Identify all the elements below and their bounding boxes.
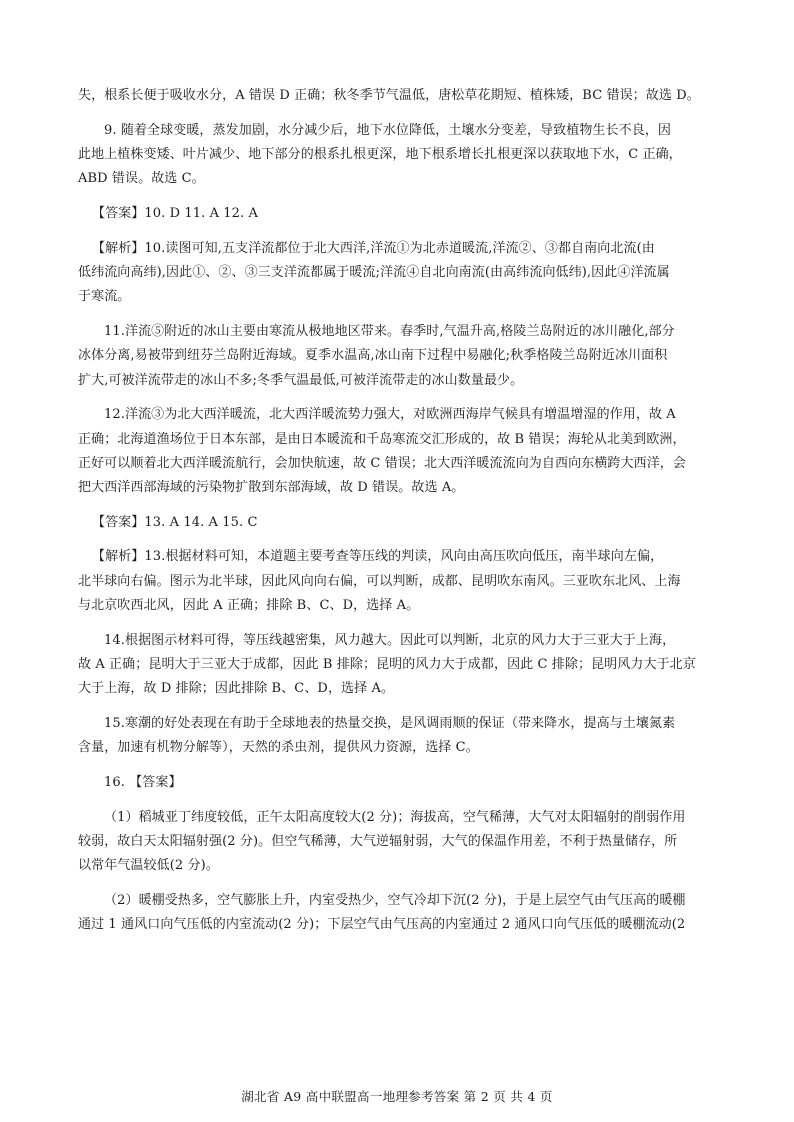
paragraph-ans-13-15 xyxy=(78,511,724,535)
text-line: 以常年气温较低(2 分)。 xyxy=(78,858,219,874)
paragraph-exp-15 xyxy=(78,712,724,761)
text-line: 于寒流。 xyxy=(78,289,131,305)
paragraph-q16-1 xyxy=(78,806,724,879)
text-line: 通过 1 通风口向气压低的内室流动(2 分)；下层空气由气压高的内室通过 2 通风口向气压低的暖棚流动(2 xyxy=(78,917,686,933)
text-line: 12.洋流③为北大西洋暖流，北大西洋暖流势力强大，对欧洲西海岸气候具有增温增湿的作用，故 A xyxy=(104,407,676,423)
paragraph-q16-2 xyxy=(78,889,724,938)
paragraph-exp-11 xyxy=(78,320,724,393)
text-line: ABD 错误。故选 C。 xyxy=(78,171,205,187)
text-line: 【答案】10. D 11. A 12. A xyxy=(92,205,258,221)
paragraph-exp-13 xyxy=(78,545,724,618)
paragraph-exp-12 xyxy=(78,403,724,500)
text-line: 9. 随着全球变暖，蒸发加剧，水分减少后，地下水位降低，土壤水分变差，导致植物生长不良，因 xyxy=(104,122,672,138)
text-line: 与北京吹西北风，因此 A 正确；排除 B、C、D，选择 A。 xyxy=(78,598,420,614)
text-line: 【解析】13.根据材料可知，本道题主要考查等压线的判读，风向由高压吹向低压，南半球向左偏， xyxy=(92,549,664,565)
page-footer: 湖北省 A9 高中联盟高一地理参考答案 第 2 页 共 4 页 xyxy=(241,1089,553,1104)
paragraph-ans-10-12 xyxy=(78,202,724,226)
text-line: （1）稻城亚丁纬度较低，正午太阳高度较大(2 分)；海拔高，空气稀薄，大气对太阳辐射的削弱作用 xyxy=(104,809,686,825)
paragraph-exp-14 xyxy=(78,629,724,702)
text-line: 正好可以顺着北大西洋暖流航行，会加快航速，故 C 错误；北大西洋暖流流向为自西向东横跨大西洋，会 xyxy=(78,455,687,471)
text-line: 冰体分离,易被带到纽芬兰岛附近海域。夏季水温高,冰山南下过程中易融化;秋季格陵兰岛附近冰川面积 xyxy=(78,348,668,364)
text-line: 北半球向右偏。图示为北半球，因此风向向右偏，可以判断，成都、昆明吹东南风。三亚吹东北风、上海 xyxy=(78,573,681,589)
text-line: 14.根据图示材料可得，等压线越密集，风力越大。因此可以判断，北京的风力大于三亚大于上海， xyxy=(104,632,676,648)
paragraph-p8-cont xyxy=(78,84,724,108)
text-line: 【答案】13. A 14. A 15. C xyxy=(92,514,258,530)
text-line: 11.洋流⑤附近的冰山主要由寒流从极地地区带来。春季时,气温升高,格陵兰岛附近的冰川融化,部分 xyxy=(104,323,675,339)
paragraph-exp-10 xyxy=(78,237,724,310)
text-line: （2）暖棚受热多，空气膨胀上升，内室受热少，空气冷却下沉(2 分)，于是上层空气由气压高的暖棚 xyxy=(104,893,686,908)
text-line: 含量，加速有机物分解等），天然的杀虫剂，提供风力资源，选择 C。 xyxy=(78,740,479,756)
text-line: 【解析】10.读图可知,五支洋流都位于北大西洋,洋流①为北赤道暖流,洋流②、③都自南向北流(由 xyxy=(92,240,655,256)
text-line: 16. 【答案】 xyxy=(104,775,182,791)
text-line: 大于上海，故 D 排除；因此排除 B、C、D，选择 A。 xyxy=(78,681,395,697)
text-line: 15.寒潮的好处表现在有助于全球地表的热量交换，是风调雨顺的保证（带来降水，提高与土壤氮素 xyxy=(104,716,676,732)
text-line: 此地上植株变矮、叶片减少、地下部分的根系扎根更深，地下根系增长扎根更深以获取地下水，C 正确， xyxy=(78,146,682,162)
answer-sheet-body xyxy=(78,84,724,938)
paragraph-q16-head xyxy=(78,771,724,795)
text-line: 故 A 正确；昆明大于三亚大于成都，因此 B 排除；昆明的风力大于成都，因此 C 排除；昆明风力大于北京 xyxy=(78,657,696,673)
text-line: 正确；北海道渔场位于日本东部，是由日本暖流和千岛寒流交汇形成的，故 B 错误；海轮从北美到欧洲， xyxy=(78,431,686,447)
text-line: 较弱，故白天太阳辐射强(2 分)。但空气稀薄，大气逆辐射弱，大气的保温作用差，不利于热量储存，所 xyxy=(78,834,678,850)
text-line: 扩大,可被洋流带走的冰山不多;冬季气温最低,可被洋流带走的冰山数量最少。 xyxy=(78,372,524,388)
paragraph-p9 xyxy=(78,119,724,192)
text-line: 把大西洋西部海域的污染物扩散到东部海域，故 D 错误。故选 A。 xyxy=(78,480,465,496)
text-line: 低纬流向高纬),因此①、②、③三支洋流都属于暖流;洋流④自北向南流(由高纬流向低纬),因此④洋流属 xyxy=(78,264,670,280)
text-line: 失，根系长便于吸收水分，A 错误 D 正确；秋冬季节气温低，唐松草花期短、植株矮，BC 错误；故选 D。 xyxy=(78,88,700,103)
